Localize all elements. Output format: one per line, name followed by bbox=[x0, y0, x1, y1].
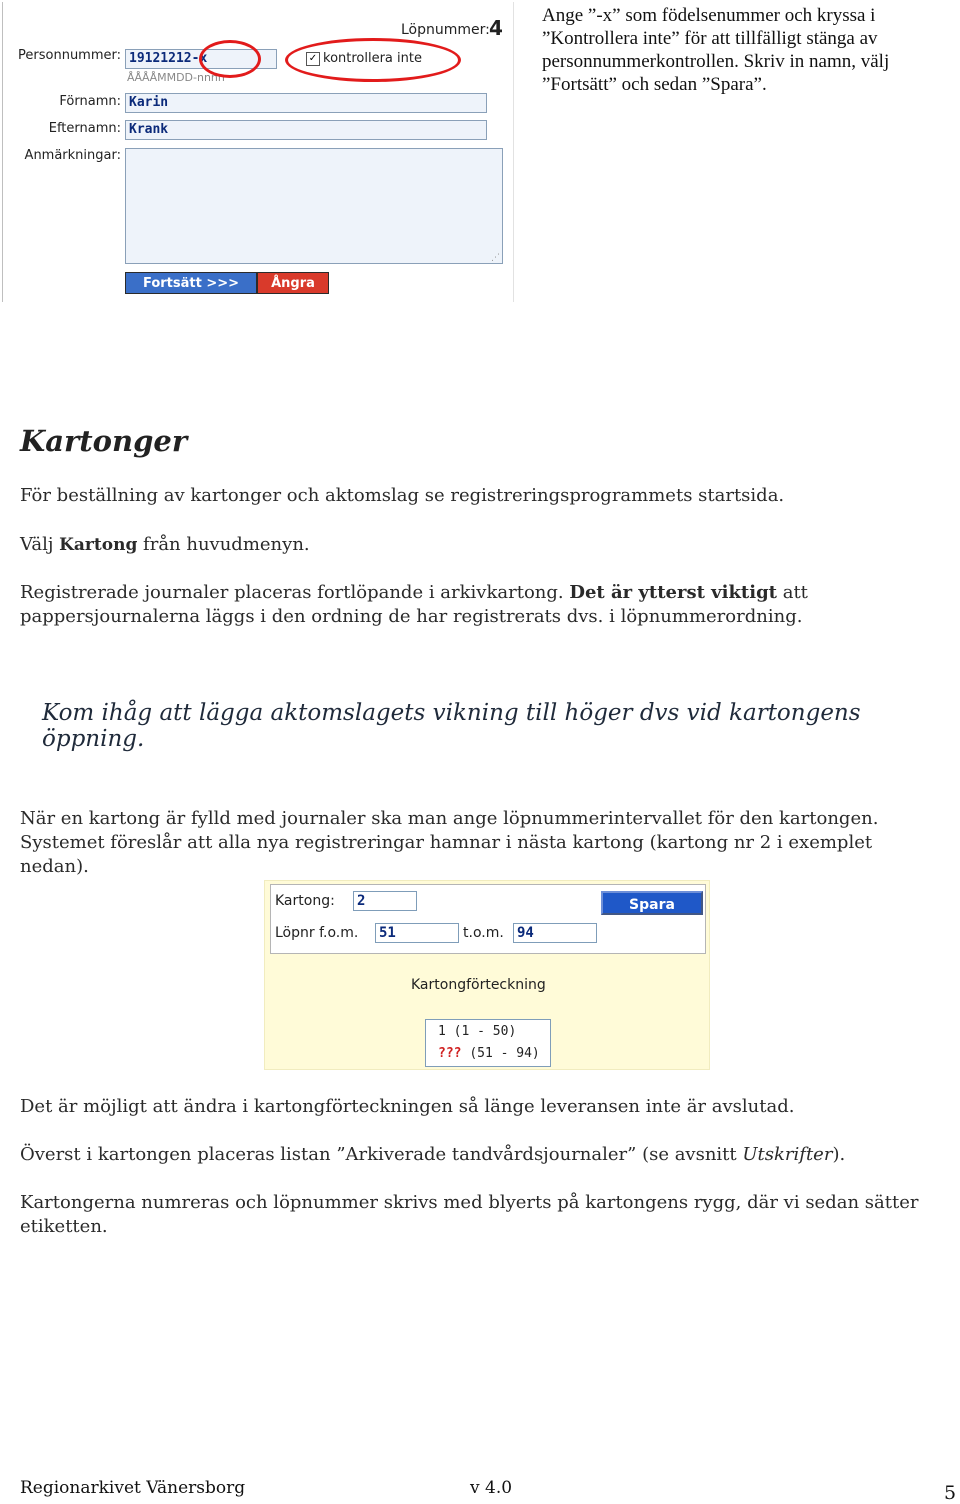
list-item-range: (51 - 94) bbox=[469, 1046, 540, 1061]
undo-button[interactable]: Ångra bbox=[257, 272, 329, 294]
efternamn-input[interactable]: Krank bbox=[125, 120, 487, 140]
p2-text-pre: Välj bbox=[20, 534, 60, 555]
anmarkningar-label: Anmärkningar: bbox=[24, 148, 121, 163]
paragraph-edit-list: Det är möjligt att ändra i kartongförteckningen så länge leveransen inte är avslutad. bbox=[20, 1096, 795, 1117]
highlight-ring-x bbox=[199, 40, 261, 78]
resize-grip-icon[interactable]: ⋰ bbox=[491, 253, 500, 263]
kartong-input[interactable]: 2 bbox=[353, 891, 417, 911]
lopnummer-value: 4 bbox=[489, 16, 503, 40]
kontrollera-inte-checkbox[interactable]: ✓ bbox=[306, 52, 320, 66]
kontrollera-inte-label: kontrollera inte bbox=[323, 51, 422, 66]
save-button[interactable]: Spara bbox=[601, 891, 703, 915]
kartong-list[interactable] bbox=[425, 1019, 551, 1067]
footer-page-number: 5 bbox=[944, 1482, 957, 1504]
personnummer-format-hint: ÅÅÅÅMMDD-nnnn bbox=[127, 71, 225, 84]
lopnr-to-label: t.o.m. bbox=[463, 925, 504, 941]
p3-text-pre: Registrerade journaler placeras fortlöpande i arkivkartong. bbox=[20, 582, 570, 603]
lopnr-from-input[interactable]: 51 bbox=[375, 923, 459, 943]
anmarkningar-textarea[interactable] bbox=[125, 148, 503, 264]
lopnr-to-input[interactable]: 94 bbox=[513, 923, 597, 943]
p6-text-post: ). bbox=[832, 1144, 846, 1165]
p2-text-post: från huvudmenyn. bbox=[137, 534, 310, 555]
footer-version: v 4.0 bbox=[470, 1478, 513, 1498]
paragraph-top-list bbox=[20, 1143, 940, 1167]
efternamn-label: Efternamn: bbox=[48, 121, 121, 136]
personnummer-label: Personnummer: bbox=[18, 48, 121, 63]
footer-organization: Regionarkivet Vänersborg bbox=[20, 1478, 246, 1498]
list-item-range: (1 - 50) bbox=[453, 1024, 517, 1039]
paragraph-ordering bbox=[20, 581, 920, 629]
reminder-italic: Kom ihåg att lägga aktomslagets vikning till höger dvs vid kartongens öppning. bbox=[42, 700, 861, 752]
list-item-number: 1 bbox=[438, 1024, 446, 1039]
list-item-number: ??? bbox=[438, 1046, 462, 1061]
p3-text-bold: Det är ytterst viktigt bbox=[569, 582, 777, 603]
kartongforteckning-title: Kartongförteckning bbox=[411, 977, 546, 993]
kartong-form-panel bbox=[270, 884, 706, 954]
p2-text-bold: Kartong bbox=[59, 535, 138, 555]
p6-text-pre: Överst i kartongen placeras listan ”Arkiverade tandvårdsjournaler” (se avsnitt bbox=[20, 1144, 743, 1165]
kartong-label: Kartong: bbox=[275, 893, 335, 909]
p3-text-post: att pappersjournalerna läggs i den ordning de har registrerats dvs. i löpnummerordning. bbox=[20, 582, 808, 627]
paragraph-interval: När en kartong är fylld med journaler ska man ange löpnummerintervallet för den kartongen. Systemet föreslår att alla nya registreringar hamnar i nästa kartong (kartong nr 2 i exemplet nedan). bbox=[20, 808, 879, 877]
continue-button[interactable]: Fortsätt >>> bbox=[125, 272, 257, 294]
fornamn-label: Förnamn: bbox=[59, 94, 121, 109]
list-item[interactable] bbox=[438, 1024, 516, 1039]
lopnr-from-label: Löpnr f.o.m. bbox=[275, 925, 359, 941]
personnummer-input[interactable]: 19121212-x bbox=[125, 49, 277, 69]
instruction-note: Ange ”-x” som födelsenummer och kryssa i ”Kontrollera inte” för att tillfälligt stänga av personnummerkontrollen. Skriv in namn, välj ”Fortsätt” och sedan ”Spara”. bbox=[542, 5, 890, 95]
lopnummer-label: Löpnummer: bbox=[401, 22, 490, 38]
kartong-screenshot bbox=[264, 880, 710, 1070]
p6-text-italic: Utskrifter bbox=[742, 1144, 833, 1165]
paragraph-menu-instruction bbox=[20, 533, 940, 557]
registration-form-screenshot bbox=[2, 2, 514, 302]
paragraph-order-info: För beställning av kartonger och aktomslag se registreringsprogrammets startsida. bbox=[20, 485, 785, 506]
paragraph-numbering: Kartongerna numreras och löpnummer skrivs med blyerts på kartongens rygg, där vi sedan sätter etiketten. bbox=[20, 1192, 919, 1237]
highlight-ring-checkbox bbox=[285, 38, 461, 82]
section-heading: Kartonger bbox=[20, 424, 188, 458]
list-item[interactable] bbox=[438, 1046, 540, 1061]
fornamn-input[interactable]: Karin bbox=[125, 93, 487, 113]
